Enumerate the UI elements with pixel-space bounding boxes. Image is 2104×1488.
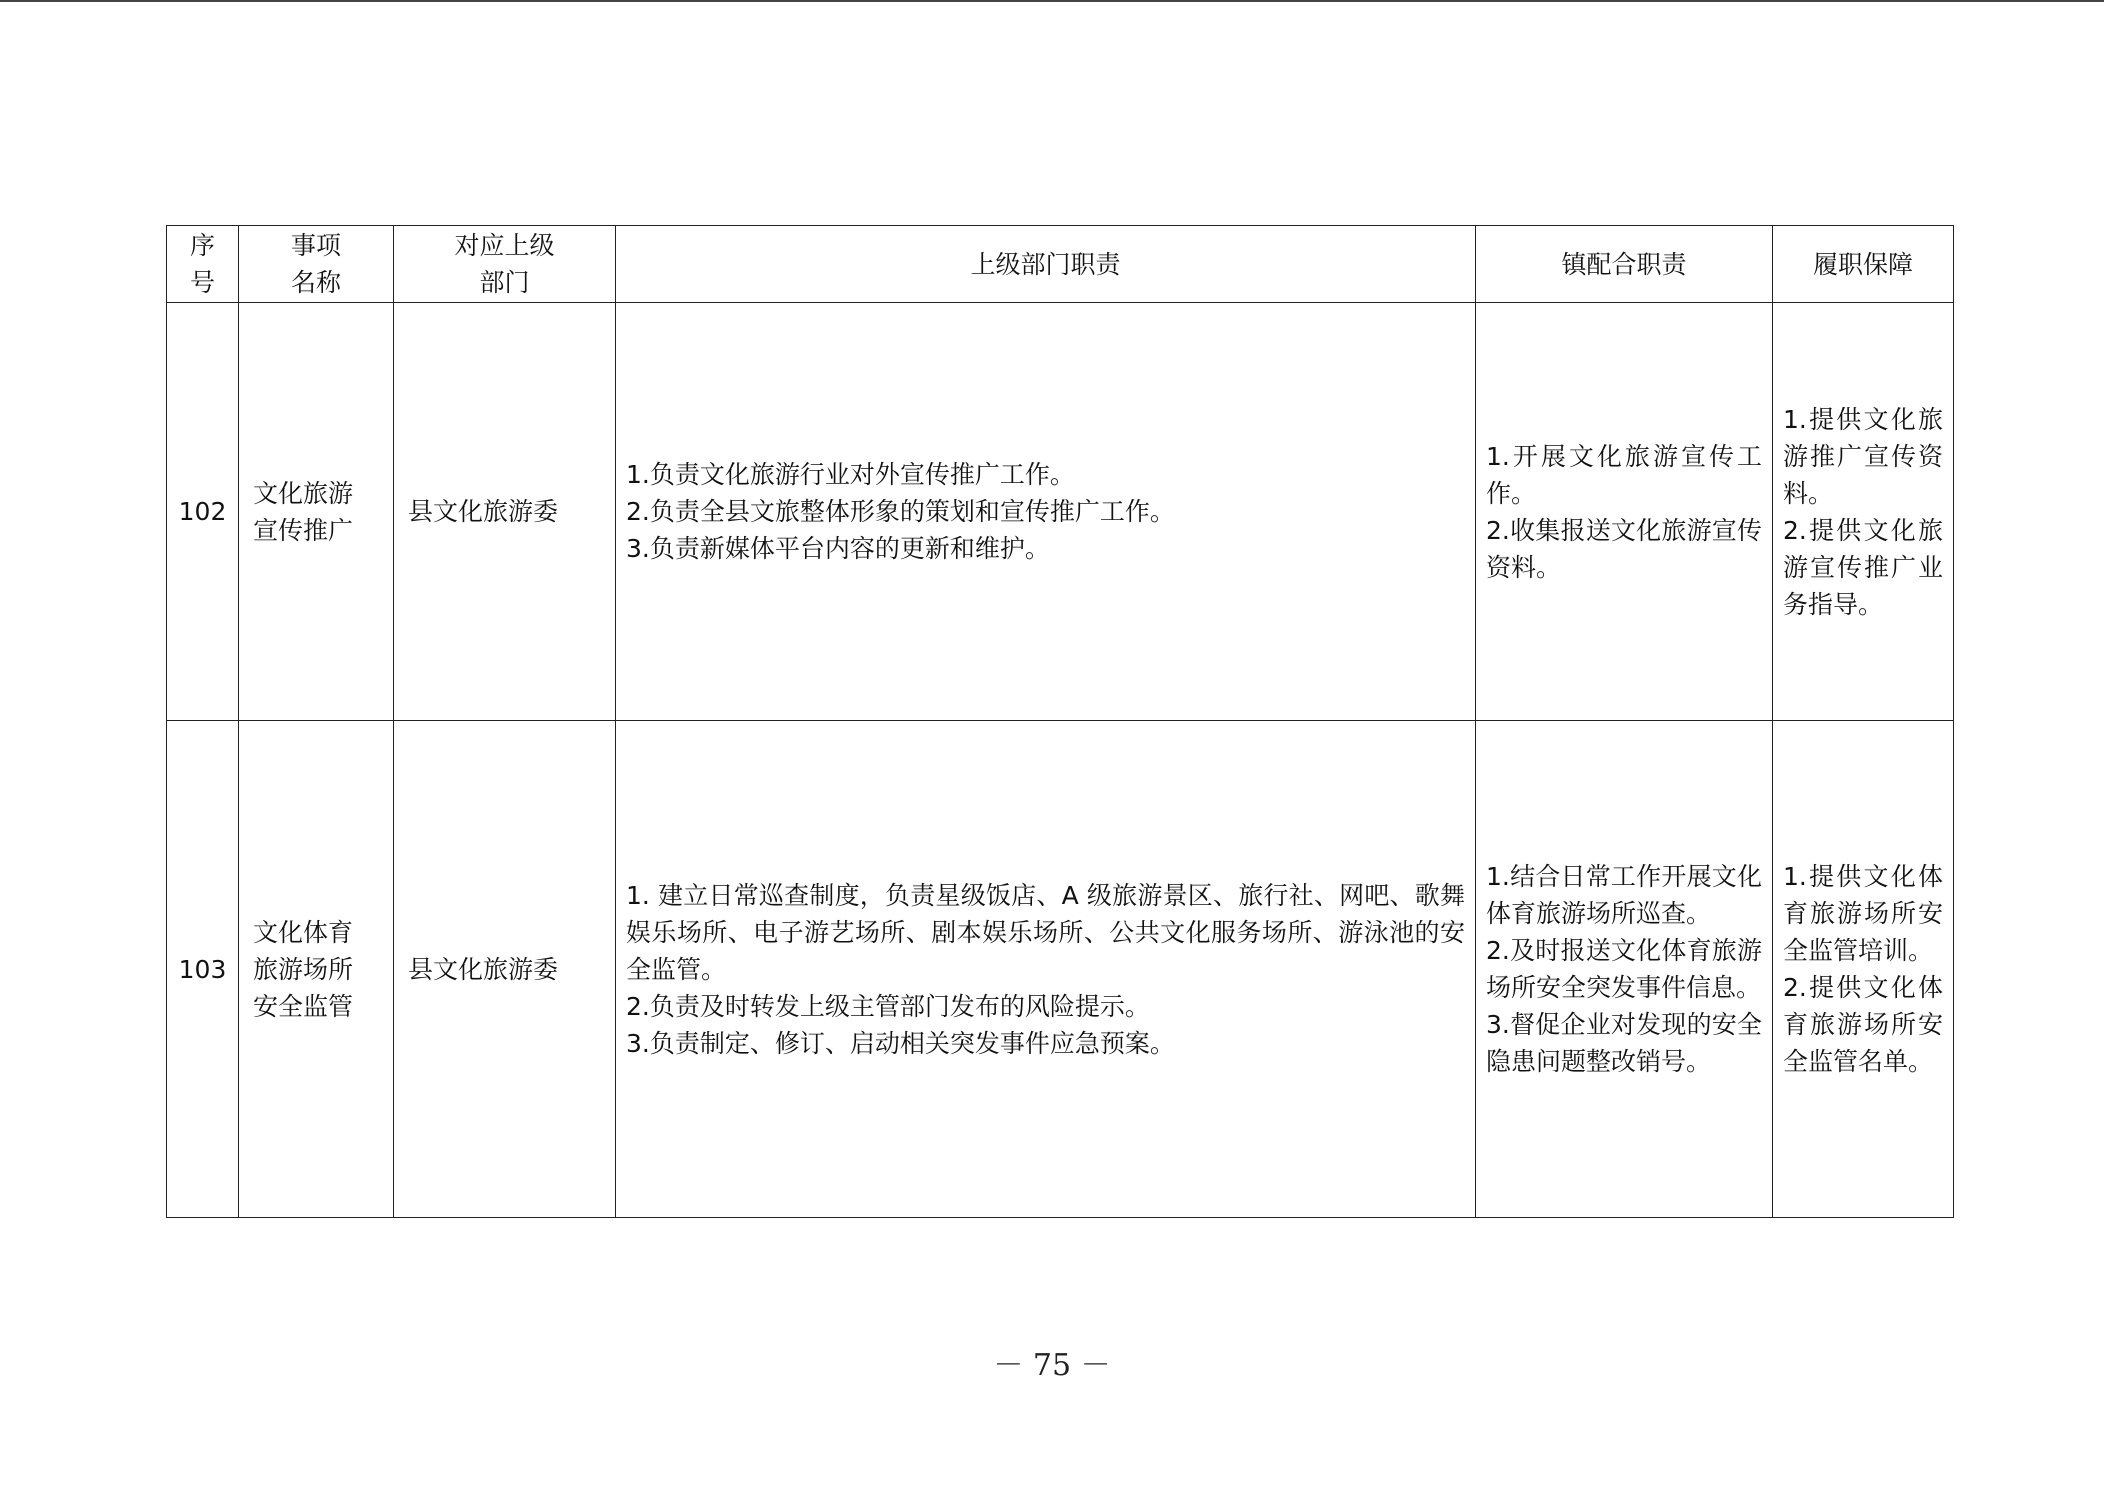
row-upper-duties: 1. 建立日常巡查制度，负责星级饭店、A 级旅游景区、旅行社、网吧、歌舞娱乐场所、电子游艺场所、剧本娱乐场所、公共文化服务场所、游泳池的安全监管。 2.负责及时转发上级主管部门发布的风险提示。 3.负责制定、修订、启动相关突发事件应急预案。	[616, 721, 1476, 1218]
row-upper-duties: 1.负责文化旅游行业对外宣传推广工作。 2.负责全县文旅整体形象的策划和宣传推广工作。 3.负责新媒体平台内容的更新和维护。	[616, 303, 1476, 721]
row-guarantee: 1.提供文化体育旅游场所安全监管培训。 2.提供文化体育旅游场所安全监管名单。	[1773, 721, 1954, 1218]
row-guarantee: 1.提供文化旅游推广宣传资料。 2.提供文化旅游宣传推广业务指导。	[1773, 303, 1954, 721]
header-serial: 序 号	[167, 226, 239, 303]
header-upper-duties: 上级部门职责	[616, 226, 1476, 303]
row-town-duties: 1.结合日常工作开展文化体育旅游场所巡查。 2.及时报送文化体育旅游场所安全突发事件信息。 3.督促企业对发现的安全隐患问题整改销号。	[1476, 721, 1773, 1218]
row-upper-dept: 县文化旅游委	[394, 303, 616, 721]
row-item-name: 文化体育 旅游场所 安全监管	[239, 721, 394, 1218]
row-serial: 102	[167, 303, 239, 721]
header-upper-dept: 对应上级 部门	[394, 226, 616, 303]
table-row	[167, 721, 1954, 1218]
row-upper-dept: 县文化旅游委	[394, 721, 616, 1218]
row-town-duties: 1.开展文化旅游宣传工作。 2.收集报送文化旅游宣传资料。	[1476, 303, 1773, 721]
table-header-row	[167, 226, 1954, 303]
header-item-name: 事项 名称	[239, 226, 394, 303]
header-town-duties: 镇配合职责	[1476, 226, 1773, 303]
row-serial: 103	[167, 721, 239, 1218]
table-row	[167, 303, 1954, 721]
row-item-name: 文化旅游 宣传推广	[239, 303, 394, 721]
header-guarantee: 履职保障	[1773, 226, 1954, 303]
page-number: － 75 －	[993, 1348, 1111, 1383]
duty-table	[166, 225, 1954, 1218]
top-border-line	[0, 0, 2104, 2]
